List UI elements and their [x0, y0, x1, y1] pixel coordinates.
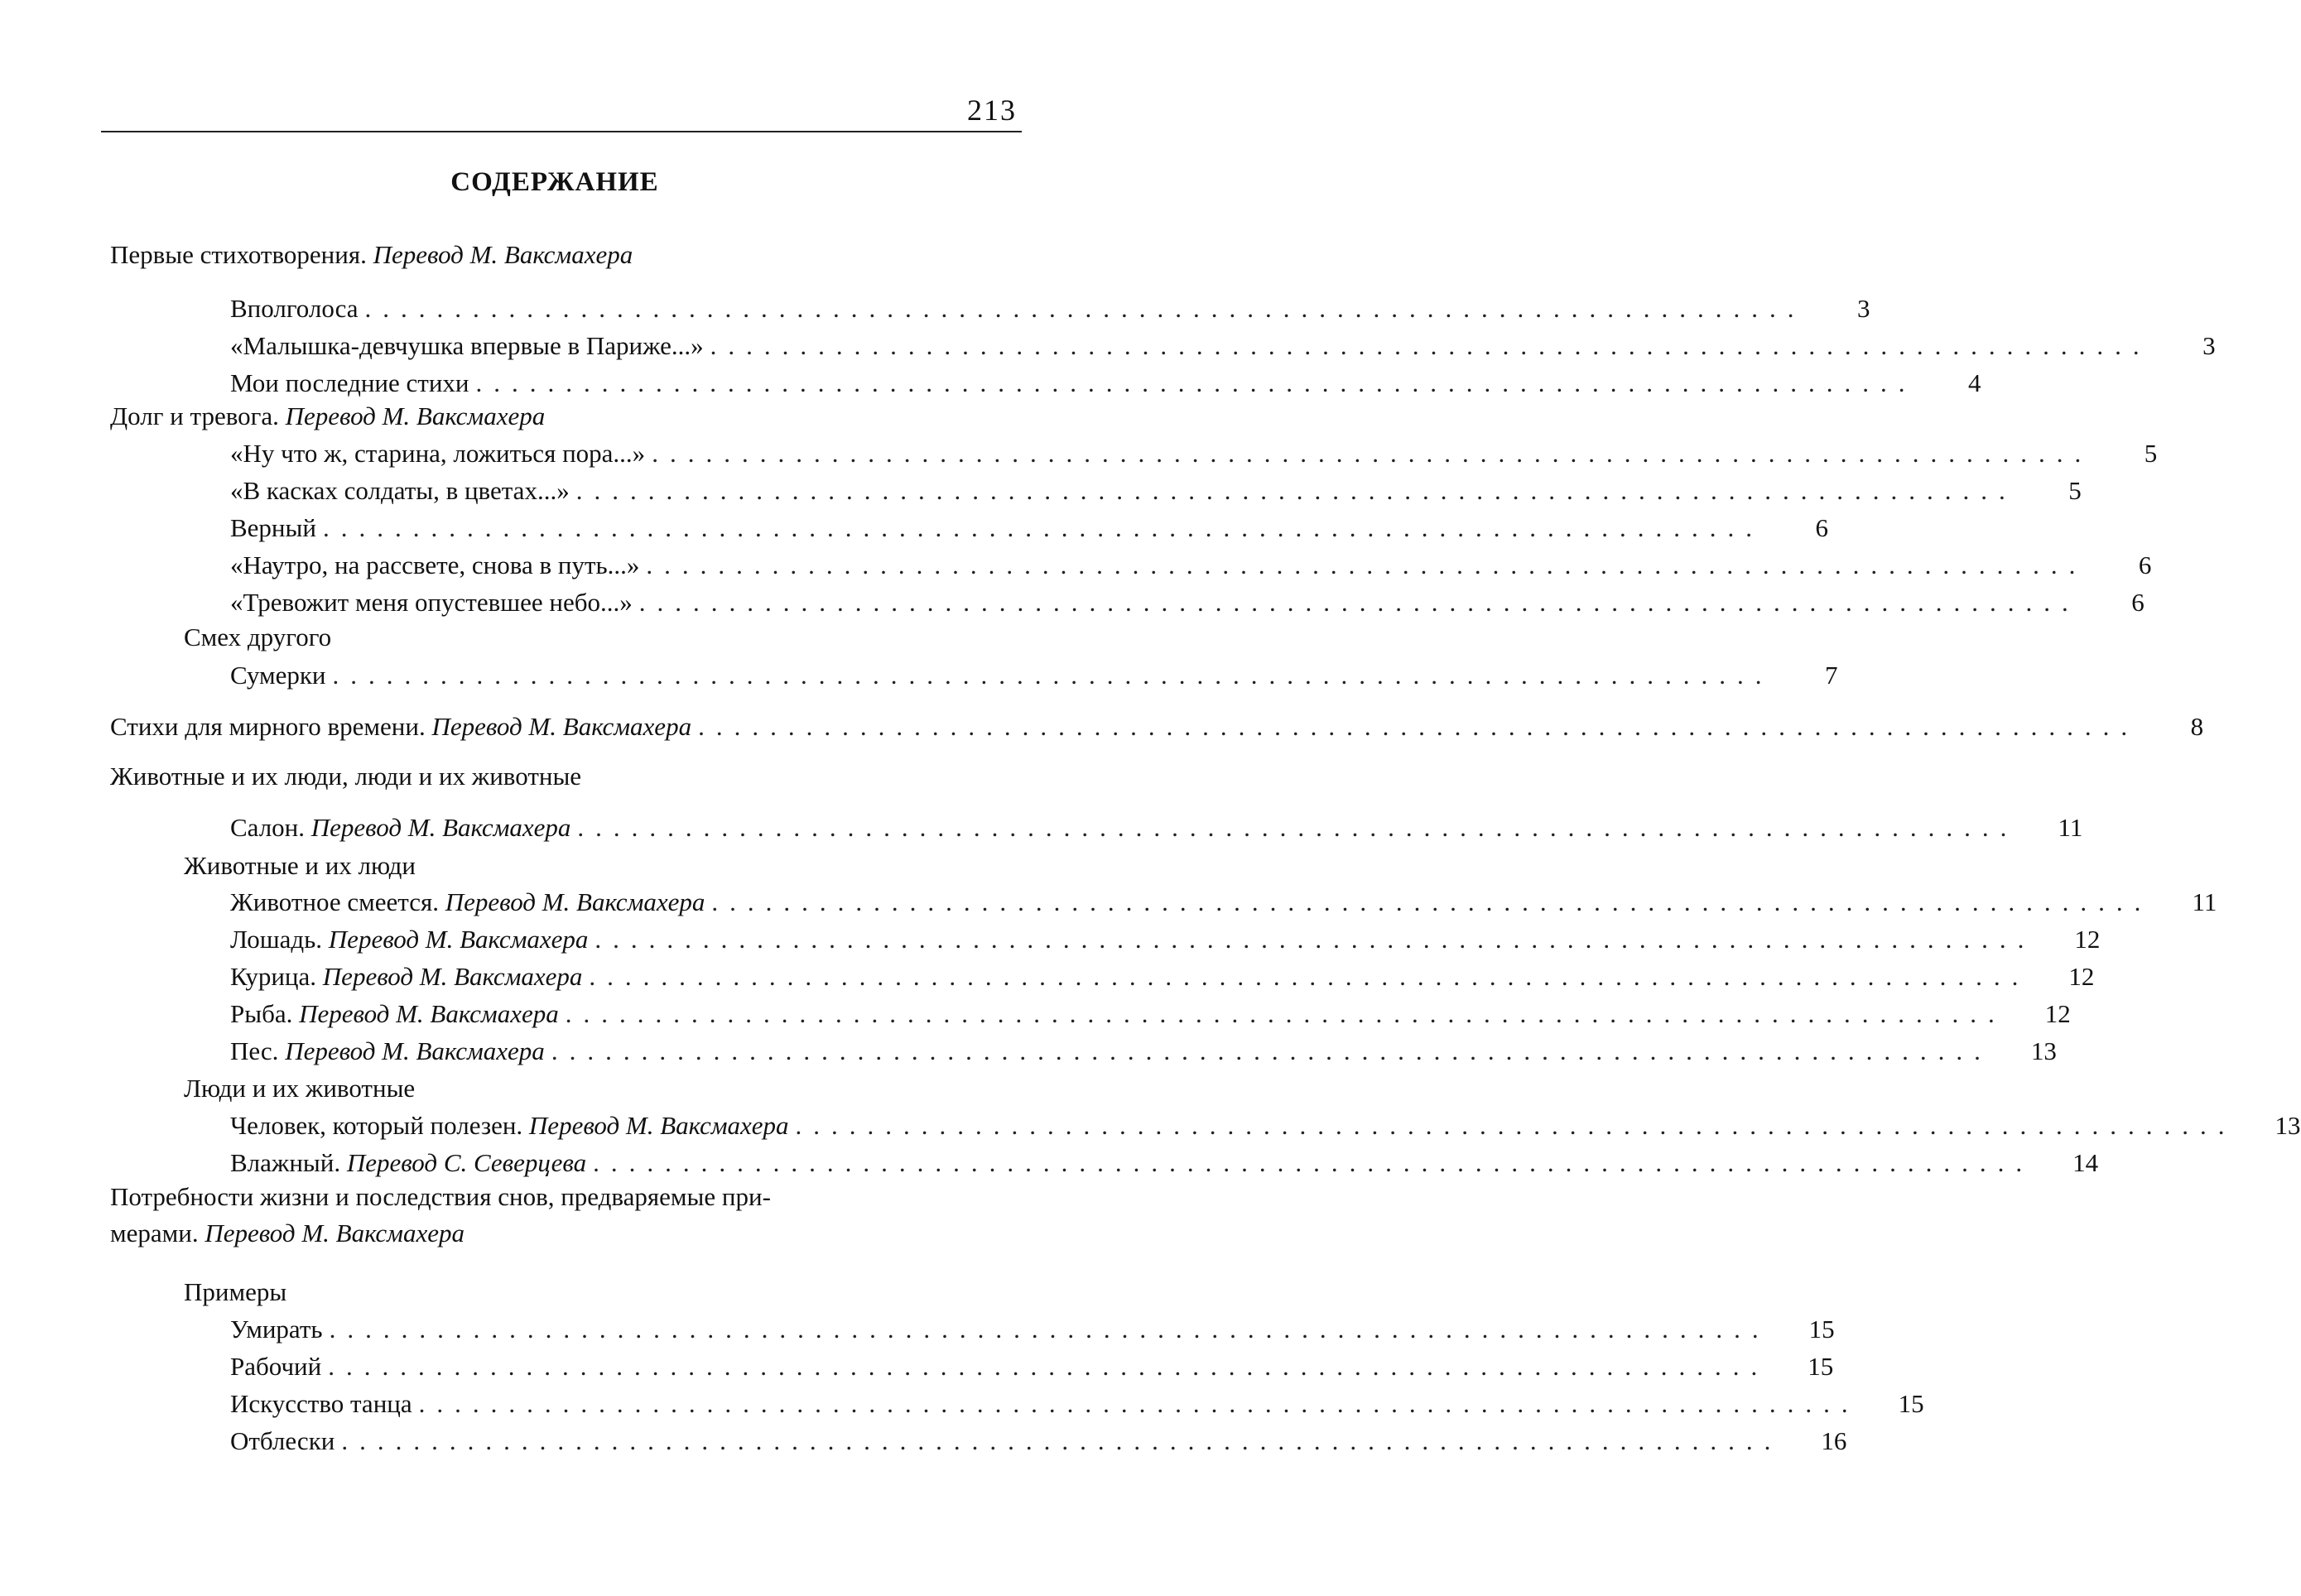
toc-entry-name: Человек, который полезен.	[230, 1111, 523, 1140]
dot-leader: ................................................................................	[795, 1111, 2236, 1140]
dot-leader: ................................................................................	[322, 513, 1764, 542]
toc-entry-name: Верный	[230, 513, 316, 542]
toc-page-number: 11	[2192, 887, 2217, 916]
toc-page-number: 6	[2138, 550, 2152, 579]
toc-entry-title	[184, 623, 331, 652]
toc-entry	[230, 513, 1828, 543]
toc-entry-name: Примеры	[184, 1277, 287, 1306]
toc-entry	[110, 240, 633, 270]
toc-entry-title	[230, 476, 570, 506]
toc-entry-title	[230, 439, 645, 469]
toc-entry-title	[110, 240, 633, 270]
toc-entry-name: Животные и их люди, люди и их животные	[110, 762, 582, 791]
toc-entry-title	[110, 762, 581, 791]
dot-leader: ................................................................................	[475, 368, 1917, 397]
toc-page-number: 15	[1808, 1352, 1834, 1381]
toc-entry	[184, 851, 416, 881]
toc-entry	[230, 887, 2217, 917]
toc-entry-name: Вполголоса	[230, 294, 359, 323]
toc-entry-title	[230, 294, 359, 324]
dot-leader: ................................................................................	[551, 1036, 1992, 1065]
toc-entry-title	[230, 1111, 789, 1141]
toc-entry-title	[110, 1182, 771, 1212]
toc-entry-title	[184, 851, 416, 881]
dot-leader: ................................................................................	[593, 1148, 2034, 1177]
toc-entry-title	[230, 1426, 335, 1456]
toc-entry	[184, 1277, 286, 1307]
toc-entry-name: Первые стихотворения.	[110, 240, 367, 269]
toc-page-number: 6	[2131, 588, 2145, 617]
toc-page-number: 15	[1898, 1389, 1924, 1418]
toc-entry-translator: Перевод М. Ваксмахера	[285, 401, 546, 430]
toc-entry-title	[230, 368, 469, 398]
toc-entry-translator: Перевод М. Ваксмахера	[205, 1219, 465, 1247]
toc-page-number: 5	[2068, 476, 2082, 505]
dot-leader: ................................................................................	[638, 588, 2080, 617]
toc-entry	[230, 439, 2158, 469]
toc-entry-name: Сумерки	[230, 661, 326, 690]
toc-entry-name: «Малышка-девчушка впервые в Париже...»	[230, 331, 704, 360]
toc-entry-translator: Перевод М. Ваксмахера	[373, 240, 633, 269]
toc-entry-name: «Тревожит меня опустевшее небо...»	[230, 588, 633, 617]
toc-entry-name: Долг и тревога.	[110, 401, 279, 430]
toc-entry	[230, 294, 1870, 324]
toc-entry-translator: Перевод М. Ваксмахера	[299, 999, 559, 1028]
dot-leader: ................................................................................	[565, 999, 2006, 1028]
toc-entry-title	[230, 550, 639, 580]
toc-entry	[230, 661, 1838, 690]
toc-page-number: 13	[2030, 1036, 2057, 1065]
toc-entry-name: Салон.	[230, 813, 306, 842]
toc-entry-title	[230, 1315, 323, 1344]
dot-leader: ................................................................................	[698, 712, 2140, 741]
toc-entry-name: Люди и их животные	[184, 1074, 416, 1103]
toc-entry-title	[230, 1389, 412, 1419]
toc-entry-name: Пес.	[230, 1036, 279, 1065]
toc-entry	[230, 999, 2071, 1029]
toc-entry-title	[110, 1219, 465, 1248]
toc-entry	[230, 1352, 1834, 1382]
toc-entry-translator: Перевод М. Ваксмахера	[445, 887, 705, 916]
toc-entry	[230, 1389, 1924, 1419]
toc-entry	[230, 588, 2145, 618]
dot-leader: ................................................................................	[418, 1389, 1860, 1418]
toc-entry-name: Смех другого	[184, 623, 332, 651]
dot-leader: ................................................................................	[364, 294, 1806, 323]
toc-entry-name: «Наутро, на рассвете, снова в путь...»	[230, 550, 640, 579]
toc-entry	[230, 962, 2095, 992]
toc-entry-title	[230, 331, 704, 361]
dot-leader: ................................................................................	[589, 962, 2030, 991]
dot-leader: ................................................................................	[332, 661, 1774, 690]
dot-leader: ................................................................................	[577, 813, 2019, 842]
toc-entry	[184, 623, 331, 652]
toc-entry-title	[230, 962, 582, 992]
toc-entry-translator: Перевод М. Ваксмахера	[431, 712, 692, 741]
toc-entry-name: Рыба.	[230, 999, 293, 1028]
toc-page-number: 14	[2072, 1148, 2099, 1177]
toc-entry	[230, 1036, 2057, 1066]
page-heading: СОДЕРЖАНИЕ	[450, 167, 659, 197]
toc-entry	[230, 476, 2082, 506]
toc-entry-translator: Перевод М. Ваксмахера	[310, 813, 571, 842]
toc-entry	[184, 1074, 415, 1103]
toc-entry-translator: Перевод М. Ваксмахера	[528, 1111, 789, 1140]
toc-entry-name: Искусство танца	[230, 1389, 412, 1418]
toc-entry-name: Влажный.	[230, 1148, 341, 1177]
toc-entry	[230, 1111, 2301, 1141]
toc-entry-title	[230, 925, 588, 954]
toc-entry-title	[110, 401, 545, 431]
toc-entry	[110, 1219, 465, 1248]
dot-leader: ................................................................................	[711, 887, 2153, 916]
toc-entry-title	[230, 1036, 545, 1066]
toc-page-number: 11	[2058, 813, 2083, 842]
toc-entry-title	[230, 661, 326, 690]
toc-entry-translator: Перевод М. Ваксмахера	[285, 1036, 545, 1065]
toc-entry	[230, 813, 2083, 843]
toc-entry-name: мерами.	[110, 1219, 199, 1247]
dot-leader: ................................................................................	[341, 1426, 1783, 1455]
dot-leader: ................................................................................	[595, 925, 2036, 954]
toc-entry-title	[184, 1074, 415, 1103]
dot-leader: ................................................................................	[575, 476, 2017, 505]
toc-entry-name: Отблески	[230, 1426, 335, 1455]
toc-entry	[230, 1148, 2099, 1178]
toc-entry	[230, 925, 2101, 954]
toc-entry-name: Мои последние стихи	[230, 368, 469, 397]
toc-page-number: 4	[1968, 368, 1981, 397]
dot-leader: ................................................................................	[646, 550, 2087, 579]
toc-page-number: 6	[1815, 513, 1828, 542]
toc-entry-title	[230, 588, 633, 618]
toc-entry-name: Животные и их люди	[184, 851, 416, 880]
toc-entry-name: «Ну что ж, старина, ложиться пора...»	[230, 439, 646, 468]
toc-entry-title	[230, 1352, 321, 1382]
toc-entry-name: Курица.	[230, 962, 317, 991]
toc-page-number: 15	[1808, 1315, 1835, 1344]
dot-leader: ................................................................................	[329, 1315, 1770, 1344]
toc-entry	[230, 1426, 1847, 1456]
header-rule	[101, 131, 1022, 132]
toc-entry	[230, 1315, 1835, 1344]
toc-page-number: 7	[1825, 661, 1838, 690]
toc-page-number: 12	[2068, 962, 2095, 991]
toc-page-number: 5	[2144, 439, 2158, 468]
toc-page-number: 12	[2074, 925, 2101, 954]
toc-page-number: 3	[2202, 331, 2216, 360]
toc-entry-name: Потребности жизни и последствия снов, предваряемые при-	[110, 1182, 771, 1211]
toc-entry-translator: Перевод М. Ваксмахера	[328, 925, 589, 954]
toc-entry-title	[110, 712, 691, 742]
toc-entry-title	[230, 999, 559, 1029]
toc-entry-name: Рабочий	[230, 1352, 322, 1381]
toc-entry	[110, 401, 545, 431]
page-number: 213	[967, 94, 1017, 127]
toc-page-number: 3	[1857, 294, 1870, 323]
toc-entry-name: Животное смеется.	[230, 887, 439, 916]
toc-page-number: 8	[2190, 712, 2204, 741]
toc-entry-title	[230, 887, 705, 917]
dot-leader: ................................................................................	[328, 1352, 1769, 1381]
toc-page-number: 12	[2044, 999, 2071, 1028]
toc-page-number: 13	[2275, 1111, 2301, 1140]
toc-entry-title	[230, 813, 570, 843]
dot-leader: ................................................................................	[710, 331, 2151, 360]
toc-entry	[110, 1182, 771, 1212]
toc-entry-name: «В касках солдаты, в цветах...»	[230, 476, 570, 505]
toc-entry-name: Умирать	[230, 1315, 323, 1344]
toc-entry-translator: Перевод С. Северцева	[346, 1148, 587, 1177]
toc-entry-title	[184, 1277, 286, 1307]
toc-page-number: 16	[1821, 1426, 1847, 1455]
toc-entry	[110, 762, 581, 791]
toc-entry	[230, 550, 2152, 580]
toc-entry	[110, 712, 2204, 742]
toc-entry-name: Лошадь.	[230, 925, 323, 954]
toc-entry	[230, 331, 2216, 361]
toc-entry	[230, 368, 1981, 398]
toc-entry-title	[230, 1148, 586, 1178]
dot-leader: ................................................................................	[652, 439, 2093, 468]
toc-entry-translator: Перевод М. Ваксмахера	[322, 962, 583, 991]
toc-entry-title	[230, 513, 316, 543]
toc-entry-name: Стихи для мирного времени.	[110, 712, 426, 741]
